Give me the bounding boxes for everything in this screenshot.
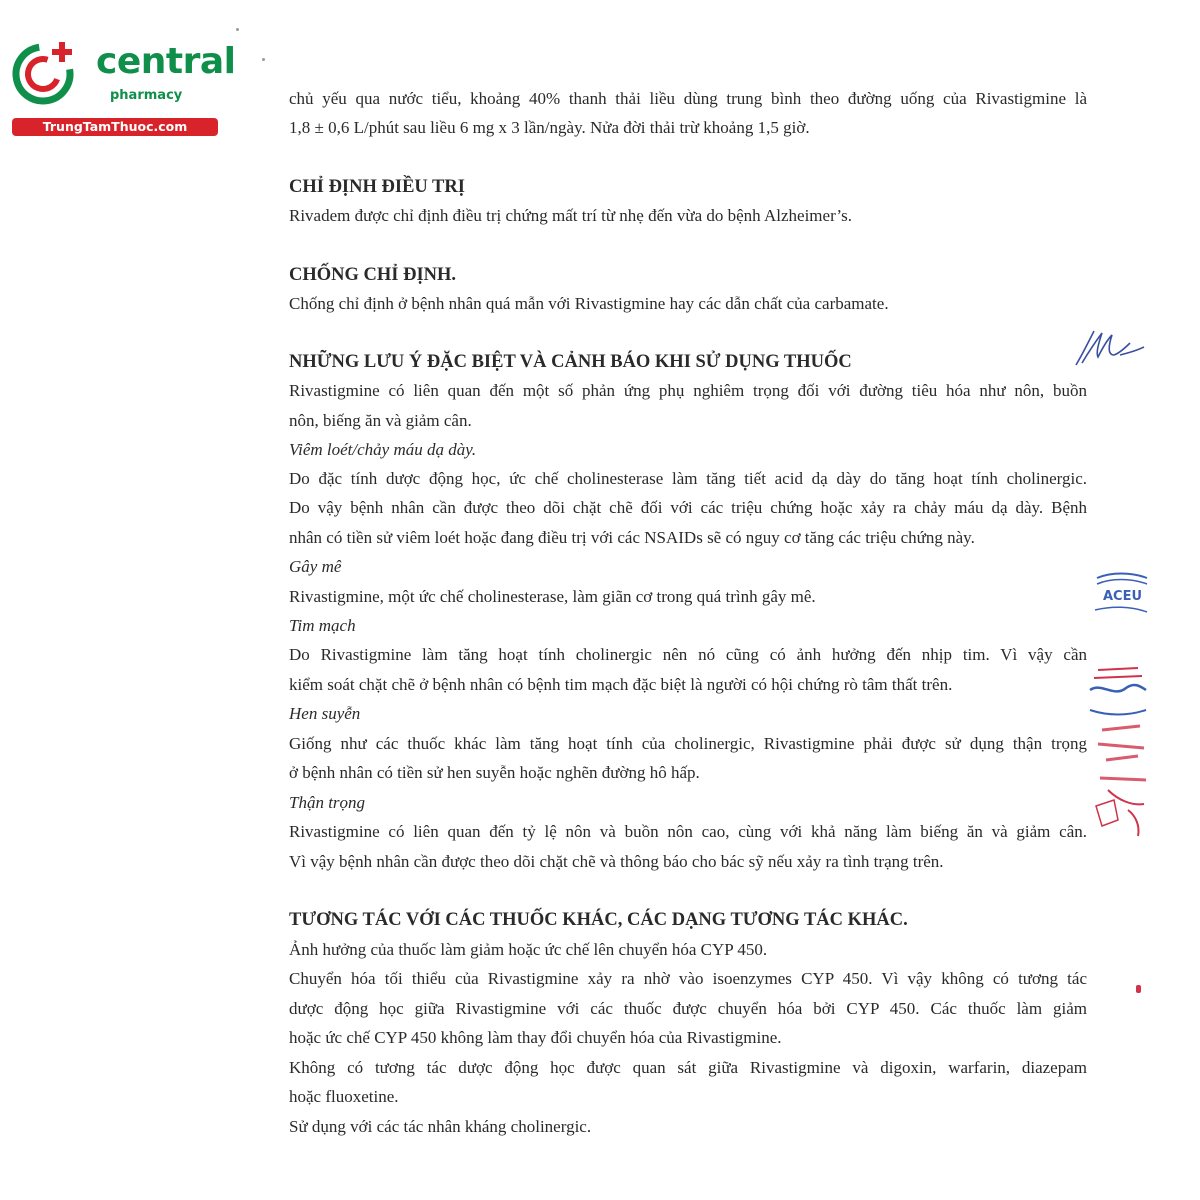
signature-initials: [1068, 325, 1148, 369]
scan-speck: [236, 28, 239, 31]
intro-line-2: 1,8 ± 0,6 L/phút sau liều 6 mg x 3 lần/ngày. Nửa đời thải trừ khoảng 1,5 giờ.: [289, 118, 810, 137]
stamp-text: ACEU: [1103, 589, 1143, 604]
central-pharmacy-logo[interactable]: [10, 36, 236, 136]
cardio-title: Tim mạch: [289, 616, 356, 635]
ulcer-line-1: Do đặc tính dược động học, ức chế cholinesterase làm tăng tiết acid dạ dày do tăng hoạt tính cholinergic.: [289, 469, 1087, 488]
cardio-line-2: kiểm soát chặt chẽ ở bệnh nhân có bệnh tim mạch đặc biệt là người có hội chứng rò tâm thất trên.: [289, 675, 953, 694]
logo-name: central: [96, 41, 236, 82]
pharmacy-cross-icon: [10, 36, 82, 108]
ulcer-line-2: Do vậy bệnh nhân cần được theo dõi chặt chẽ đối với các triệu chứng hoặc xảy ra chảy máu dạ dày. Bệnh: [289, 498, 1087, 517]
warnings-heading: NHỮNG LƯU Ý ĐẶC BIỆT VÀ CẢNH BÁO KHI SỬ DỤNG THUỐC: [289, 352, 852, 372]
interactions-line-3: dược động học giữa Rivastigmine với các thuốc được chuyển hóa bởi CYP 450. Các thuốc làm giảm: [289, 999, 1087, 1018]
scan-speck: [262, 58, 265, 61]
stamp-fragment-red: [1088, 660, 1158, 850]
logo-url[interactable]: TrungTamThuoc.com: [12, 118, 218, 136]
warnings-intro-line-2: nôn, biếng ăn và giảm cân.: [289, 411, 472, 430]
indications-line-1: Rivadem được chỉ định điều trị chứng mất trí từ nhẹ đến vừa do bệnh Alzheimer’s.: [289, 206, 852, 225]
intro-line-1: chủ yếu qua nước tiểu, khoảng 40% thanh thải liều dùng trung bình theo đường uống của Rivastigmine là: [289, 89, 1087, 108]
interactions-line-6: hoặc fluoxetine.: [289, 1087, 399, 1106]
stamp-fragment-blue: [1093, 570, 1149, 620]
asthma-line-2: ở bệnh nhân có tiền sử hen suyễn hoặc nghẽn đường hô hấp.: [289, 763, 700, 782]
ulcer-title: Viêm loét/chảy máu dạ dày.: [289, 440, 477, 459]
interactions-line-2: Chuyển hóa tối thiểu của Rivastigmine xảy ra nhờ vào isoenzymes CYP 450. Vì vậy không có tương tác: [289, 969, 1087, 988]
caution-line-2: Vì vậy bệnh nhân cần được theo dõi chặt chẽ và thông báo cho bác sỹ nếu xảy ra tình trạng trên.: [289, 852, 944, 871]
interactions-line-1: Ảnh hưởng của thuốc làm giảm hoặc ức chế lên chuyển hóa CYP 450.: [289, 940, 768, 959]
anesthesia-line-1: Rivastigmine, một ức chế cholinesterase, làm giãn cơ trong quá trình gây mê.: [289, 587, 816, 606]
interactions-line-4: hoặc ức chế CYP 450 không làm thay đổi chuyển hóa của Rivastigmine.: [289, 1028, 782, 1047]
logo-subtitle: pharmacy: [110, 88, 183, 103]
interactions-line-5: Không có tương tác dược động học được quan sát giữa Rivastigmine và digoxin, warfarin, diazepam: [289, 1058, 1087, 1077]
ulcer-line-3: nhân có tiền sử viêm loét hoặc đang điều trị với các NSAIDs sẽ có nguy cơ tăng các triệu chứng này.: [289, 528, 975, 547]
contraindications-heading: CHỐNG CHỈ ĐỊNH.: [289, 265, 457, 285]
caution-line-1: Rivastigmine có liên quan đến tỷ lệ nôn và buồn nôn cao, cùng với khả năng làm biếng ăn và giảm cân.: [289, 822, 1087, 841]
asthma-title: Hen suyễn: [289, 704, 361, 723]
anesthesia-title: Gây mê: [289, 557, 342, 576]
contraindications-line-1: Chống chỉ định ở bệnh nhân quá mẫn với Rivastigmine hay các dẫn chất của carbamate.: [289, 294, 889, 313]
indications-heading: CHỈ ĐỊNH ĐIỀU TRỊ: [289, 177, 465, 197]
cardio-line-1: Do Rivastigmine làm tăng hoạt tính cholinergic nên nó cũng có ảnh hưởng đến nhịp tim. Vì vậy cần: [289, 645, 1087, 664]
asthma-line-1: Giống như các thuốc khác làm tăng hoạt tính của cholinergic, Rivastigmine phải được sử dụng thận trọng: [289, 734, 1087, 753]
red-mark: [1136, 985, 1141, 993]
interactions-line-7: Sử dụng với các tác nhân kháng cholinergic.: [289, 1117, 592, 1136]
warnings-intro-line-1: Rivastigmine có liên quan đến một số phản ứng phụ nghiêm trọng đối với đường tiêu hóa như nôn, buồn: [289, 381, 1087, 400]
interactions-heading: TƯƠNG TÁC VỚI CÁC THUỐC KHÁC, CÁC DẠNG TƯƠNG TÁC KHÁC.: [289, 910, 908, 930]
caution-title: Thận trọng: [289, 793, 366, 812]
